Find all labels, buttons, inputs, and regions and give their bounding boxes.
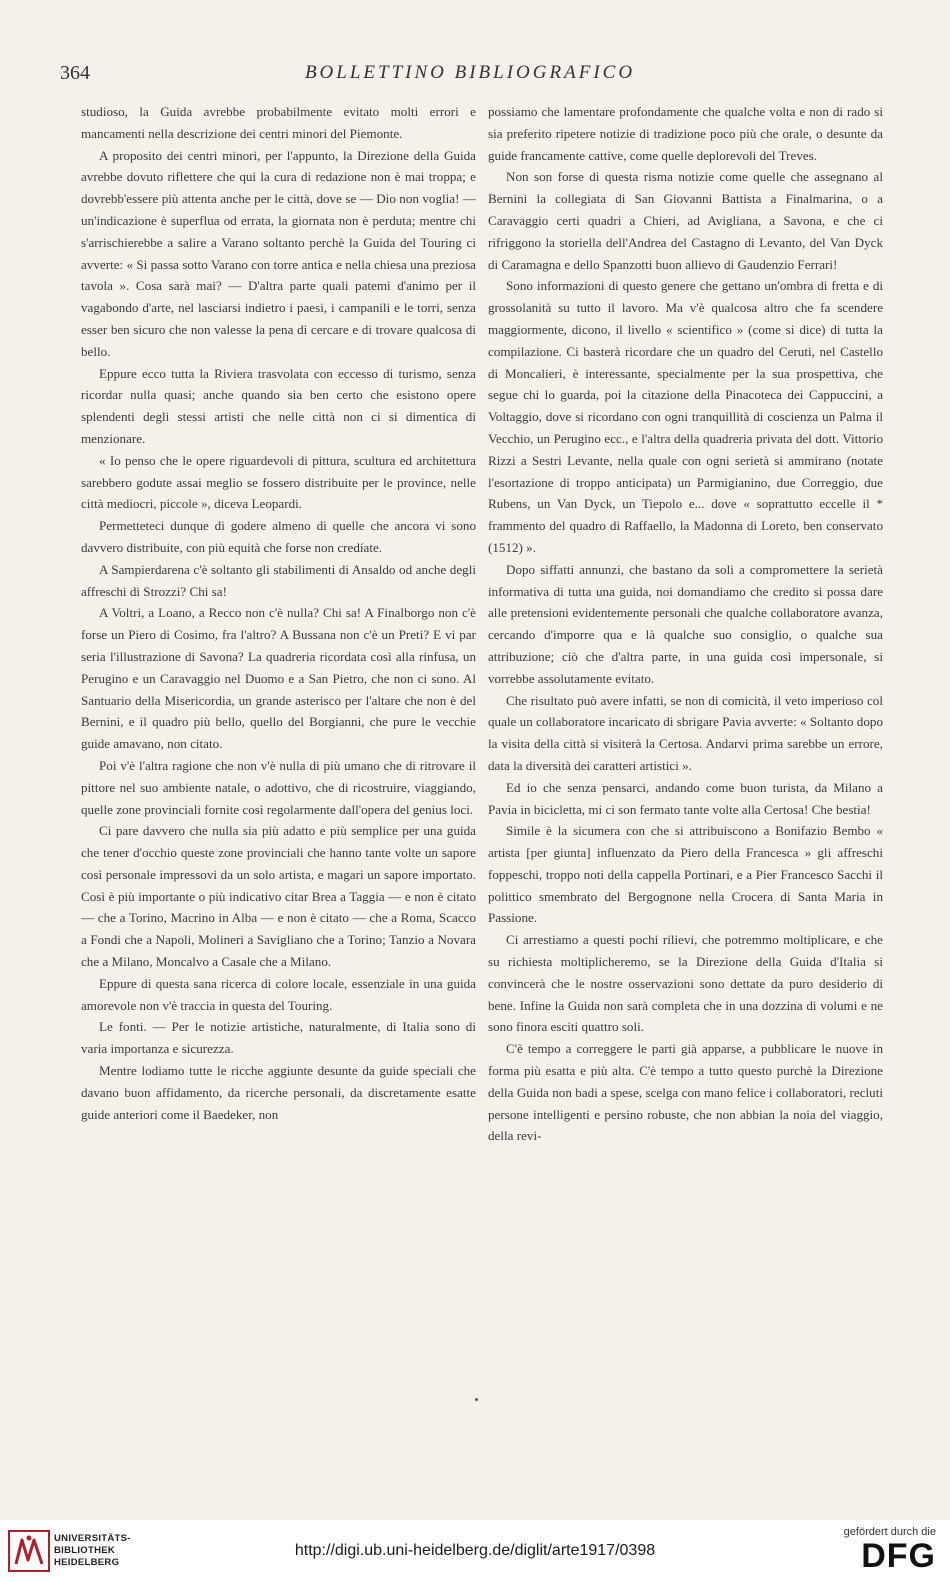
- paragraph: Eppure di questa sana ricerca di colore locale, essenziale in una guida amorevole non v'è traccia in questa del Touring.: [81, 975, 476, 1013]
- running-head: BOLLETTINO BIBLIOGRAFICO: [304, 62, 636, 83]
- paragraph: Ci arrestiamo a questi pochi rilievi, che potremmo moltiplicare, e che su richiesta moltiplicheremo, se la Direzione della Guida d'Italia si convincerà che le nostre osservazioni sono dettate da puro desiderio di bene. Infine la Guida non sarà completa che in una dozzina di volumi e ne sono finora esciti quattro soli.: [488, 932, 883, 1035]
- viewer-footer: [0, 1520, 950, 1581]
- paragraph: A Voltri, a Loano, a Recco non c'è nulla? Chi sa! A Finalborgo non c'è forse un Piero di Cosimo, fra l'altro? A Bussana non c'è un Preti? E vi par seria l'illustrazione di Savona? La quadreria ricordata così alla rinfusa, un Perugino e un Caravaggio nel Duomo e a San Pietro, che non ci sono. Al Santuario della Misericordia, un grande asterisco per l'altare che non è del Bernini, e il quadro più bello, quello del Borgianni, che pure le vecchie guide amavano, non citato.: [81, 605, 476, 752]
- paragraph: possiamo che lamentare profondamente che qualche volta e non di rado si sia preferito ripetere notizie di tradizione poco più che orale, o desunte da guide francamente cattive, come quelle deplorevoli del Treves.: [488, 104, 883, 163]
- paragraph: C'è tempo a correggere le parti già apparse, a pubblicare le nuove in forma più esatta e più alta. C'è tempo a tutto questo purchè la Direzione della Guida non badi a spese, scelga con mano felice i collaboratori, recluti persone intelligenti e persino robuste, che non abbian la noia del viaggio, della revi-: [488, 1041, 883, 1144]
- paragraph: Sono informazioni di questo genere che gettano un'ombra di fretta e di grossolanità su tutto il lavoro. Ma v'è qualcosa altro che fa scendere maggiormente, dicono, il livello « scientifico » (come si dice) di tutta la compilazione. Ci basterà ricordare che un quadro del Ceruti, nel Castello di Moncalieri, è interessante, specialmente per la sua prospettiva, che segue chi lo guarda, poi la citazione della Pinacoteca dei Cappuccini, a Voltaggio, dove si ricordano con ogni tranquillità di coscienza un Palma il Vecchio, un Perugino ecc., e l'altra della quadreria privata del dott. Vittorio Rizzi a Sestri Levante, nella quale con ogni serietà si ammirano (notate l'esortazione di troppo anticipata) un Parmigianino, due Correggio, due Rubens, un Van Dyck, un Tiepolo e... dove « soprattutto eccelle il * frammento del quadro di Raffaello, la Madonna di Loreto, ben conservato (1512) ».: [488, 278, 883, 555]
- paragraph: Ed io che senza pensarci, andando come buon turista, da Milano a Pavia in bicicletta, mi ci son fermato tante volte alla Certosa! Che bestia!: [488, 779, 883, 817]
- institution-line: BIBLIOTHEK: [54, 1545, 116, 1556]
- paragraph: Permetteteci dunque di godere almeno di quelle che ancora vi sono davvero distribuite, con più equità che forse non credíate.: [81, 518, 476, 555]
- page-header: [60, 58, 880, 86]
- paragraph: Che risultato può avere infatti, se non di comicità, il veto imperioso col quale un collaboratore incaricato di sbrigare Pavia avverte: « Soltanto dopo la visita della città si visiterà la Certosa. Andarvi prima sarebbe un errore, data la diversità dei caratteri artistici ».: [488, 692, 883, 773]
- permalink-url[interactable]: http://digi.ub.uni-heidelberg.de/diglit/arte1917/0398: [294, 1542, 656, 1559]
- paragraph: Non son forse di questa risma notizie come quelle che assegnano al Bernini la collegiata di San Giovanni Battista a Finalmarina, o a Caravaggio certi quadri a Chieri, ad Avigliana, a Savona, e che ci rifriggono la storiella dell'Andrea del Castagno di Levanto, del Van Dyck di Caramagna e dello Spanzotti buon allievo di Gaudenzio Ferrari!: [488, 169, 883, 272]
- paragraph: Eppure ecco tutta la Riviera trasvolata con eccesso di turismo, senza ricordar nulla quasi; anche quando sia ben certo che esistono opere splendenti degli stessi artisti che nelle città non ci si dimentica di menzionare.: [81, 365, 476, 446]
- paragraph: « Io penso che le opere riguardevoli di pittura, scultura ed architettura sarebbero godute assai meglio se fossero distribuite per le province, nelle città mediocri, piccole », diceva Leopardi.: [81, 452, 476, 512]
- paragraph: studioso, la Guida avrebbe probabilmente evitato molti errori e mancamenti nella descrizione dei centri minori del Piemonte.: [81, 104, 476, 141]
- paragraph: Ci pare davvero che nulla sia più adatto e più semplice per una guida che tener d'occhio queste zone provinciali che hanno tante volte un sapore così personale impressovi da un solo artista, e magari un sapore importato. Così è più importante o più indicativo citar Brea a Taggia — e non è citato — che a Torino, Macrino in Alba — e non è citato — che a Roma, Scacco a Fondi che a Napoli, Molineri a Savigliano che a Torino; Tanzio a Novara che a Milano, Moncalvo a Casale che a Milano.: [81, 823, 476, 970]
- funding-credit[interactable]: [816, 1526, 936, 1573]
- page-number: 364: [60, 62, 90, 84]
- paragraph: Poi v'è l'altra ragione che non v'è nulla di più umano che di ritrovare il pittore nel suo ambiente natale, o adottivo, che di ricostruire, viaggiando, quelle zone provinciali fornite così regolarmente dall'opera del genius loci.: [81, 757, 476, 817]
- paragraph: Dopo siffatti annunzi, che bastano da soli a compromettere la serietà informativa di tutta una guida, noi domandiamo che credito si possa dare alle pretensioni evidentemente personali che qualche collaboratore avanza, cercando d'imporre qua e là qualche suo consiglio, o qualche sua attribuzione; ciò che d'altra parte, in una guida così impersonale, si vorrebbe assolutamente evitato.: [488, 561, 883, 686]
- paragraph: A proposito dei centri minori, per l'appunto, la Direzione della Guida avrebbe dovuto riflettere che qui la cura di redazione non è mai troppa; e dovrebb'essere più attenta anche per le città, dove se — Dio non voglia! — un'indicazione è superflua od errata, la giornata non è perduta; mentre chi s'arrischierebbe a salire a Varano soltanto perchè la Guida del Touring ci avverte: « Si passa sotto Varano con torre antica e nella chiesa una preziosa tavola ». Cosa sarà mai? — D'altra parte quali patemi d'animo per il vagabondo d'arte, nel lasciarsi indietro i paesi, i campanili e le torri, senza esser ben sicuro che non valesse la pena di cercare e di trovare qualcosa di bello.: [81, 147, 476, 359]
- paragraph: Le fonti. — Per le notizie artistiche, naturalmente, di Italia sono di varia importanza e sicurezza.: [81, 1019, 476, 1057]
- right-column: [488, 101, 883, 1147]
- paragraph: Simile è la sicumera con che si attribuiscono a Bonifazio Bembo « artista [per giunta] influenzato da Piero della Francesca » gli affreschi foppeschi, troppo noti della cappella Portinari, e a Pier Francesco Sacchi il polittico smembrato del Bergognone nella Crocera di Santa Maria in Passione.: [488, 823, 883, 926]
- left-column: [81, 101, 476, 1125]
- ink-speck: [475, 1398, 478, 1401]
- funding-label: gefördert durch die: [843, 1526, 936, 1538]
- paragraph: A Sampierdarena c'è soltanto gli stabilimenti di Ansaldo od anche degli affreschi di Strozzi? Chi sa!: [81, 561, 476, 599]
- institution-line: UNIVERSITÄTS-: [54, 1533, 131, 1544]
- dfg-logo: DFG: [861, 1537, 936, 1575]
- paragraph: Mentre lodiamo tutte le ricche aggiunte desunte da guide speciali che davano buon affidamento, da ricerche personali, da discretamente esatte guide anteriori come il Baedeker, non: [81, 1063, 476, 1122]
- institution-line: HEIDELBERG: [54, 1557, 120, 1568]
